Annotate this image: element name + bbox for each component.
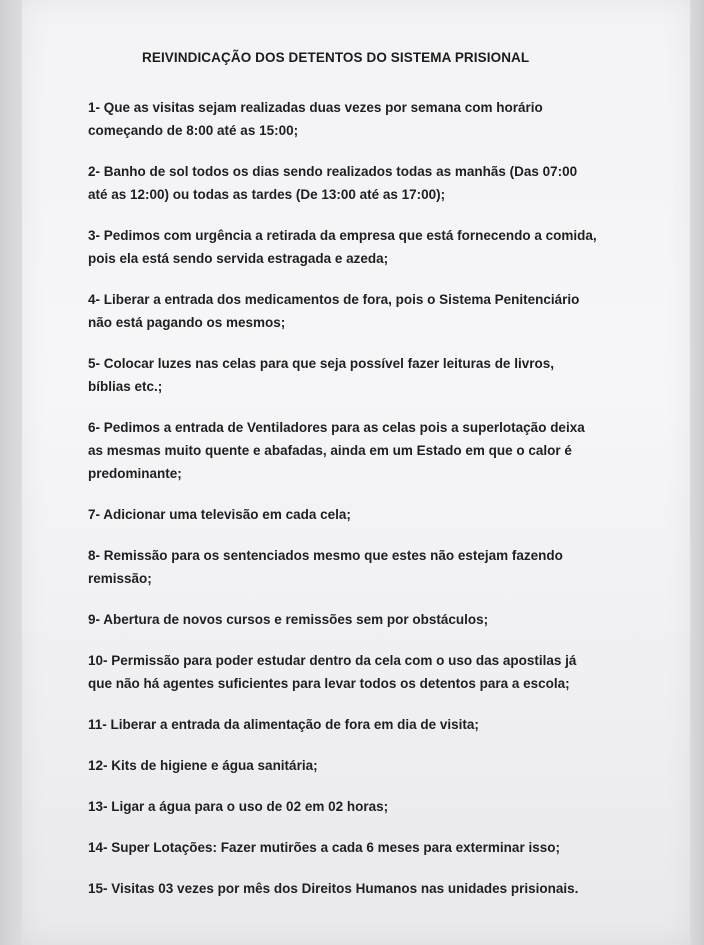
list-item — [88, 160, 658, 206]
list-item — [88, 352, 658, 398]
list-item-line: 1- Que as visitas sejam realizadas duas vezes por semana com horário — [88, 100, 543, 115]
list-item — [88, 877, 658, 900]
document-title: REIVINDICAÇÃO DOS DETENTOS DO SISTEMA PRISIONAL — [142, 50, 530, 65]
list-item-line: 5- Colocar luzes nas celas para que seja possível fazer leituras de livros, — [88, 356, 554, 371]
list-item-line: 3- Pedimos com urgência a retirada da empresa que está fornecendo a comida, — [88, 228, 597, 243]
list-item-line: que não há agentes suficientes para levar todos os detentos para a escola; — [88, 676, 570, 691]
list-item-line: remissão; — [88, 571, 152, 586]
list-item-line: 13- Ligar a água para o uso de 02 em 02 horas; — [88, 799, 389, 814]
list-item — [88, 608, 658, 631]
list-item-line: pois ela está sendo servida estragada e azeda; — [88, 251, 389, 266]
list-item — [88, 713, 658, 736]
list-item — [88, 795, 658, 818]
list-item — [88, 544, 658, 590]
list-item-line: as mesmas muito quente e abafadas, ainda em um Estado em que o calor é — [88, 443, 572, 458]
list-item-line: 6- Pedimos a entrada de Ventiladores para as celas pois a superlotação deixa — [88, 420, 585, 435]
list-item-line: não está pagando os mesmos; — [88, 315, 286, 330]
list-item — [88, 96, 658, 142]
list-item-line: predominante; — [88, 466, 182, 481]
list-item — [88, 649, 658, 695]
list-item-line: 12- Kits de higiene e água sanitária; — [88, 758, 318, 773]
list-item-line: 11- Liberar a entrada da alimentação de fora em dia de visita; — [88, 717, 479, 732]
background-left-edge — [0, 0, 22, 945]
list-item-line: 14- Super Lotações: Fazer mutirões a cada 6 meses para exterminar isso; — [88, 840, 560, 855]
list-item-line: bíblias etc.; — [88, 379, 163, 394]
list-item-line: 15- Visitas 03 vezes por mês dos Direitos Humanos nas unidades prisionais. — [88, 881, 579, 896]
list-item — [88, 503, 658, 526]
background-right-edge — [690, 0, 704, 945]
list-item — [88, 288, 658, 334]
list-item-line: 4- Liberar a entrada dos medicamentos de fora, pois o Sistema Penitenciário — [88, 292, 580, 307]
list-item-line: 8- Remissão para os sentenciados mesmo que estes não estejam fazendo — [88, 548, 563, 563]
list-item-line: começando de 8:00 até as 15:00; — [88, 123, 299, 138]
list-item — [88, 754, 658, 777]
list-item — [88, 836, 658, 859]
list-item-line: 10- Permissão para poder estudar dentro da cela com o uso das apostilas já — [88, 653, 577, 668]
list-item-line: 2- Banho de sol todos os dias sendo realizados todas as manhãs (Das 07:00 — [88, 164, 578, 179]
list-item — [88, 224, 658, 270]
list-item-line: até as 12:00) ou todas as tardes (De 13:00 até as 17:00); — [88, 187, 446, 202]
list-item-line: 9- Abertura de novos cursos e remissões sem por obstáculos; — [88, 612, 489, 627]
demands-list — [88, 96, 658, 918]
list-item — [88, 416, 658, 485]
list-item-line: 7- Adicionar uma televisão em cada cela; — [88, 507, 351, 522]
